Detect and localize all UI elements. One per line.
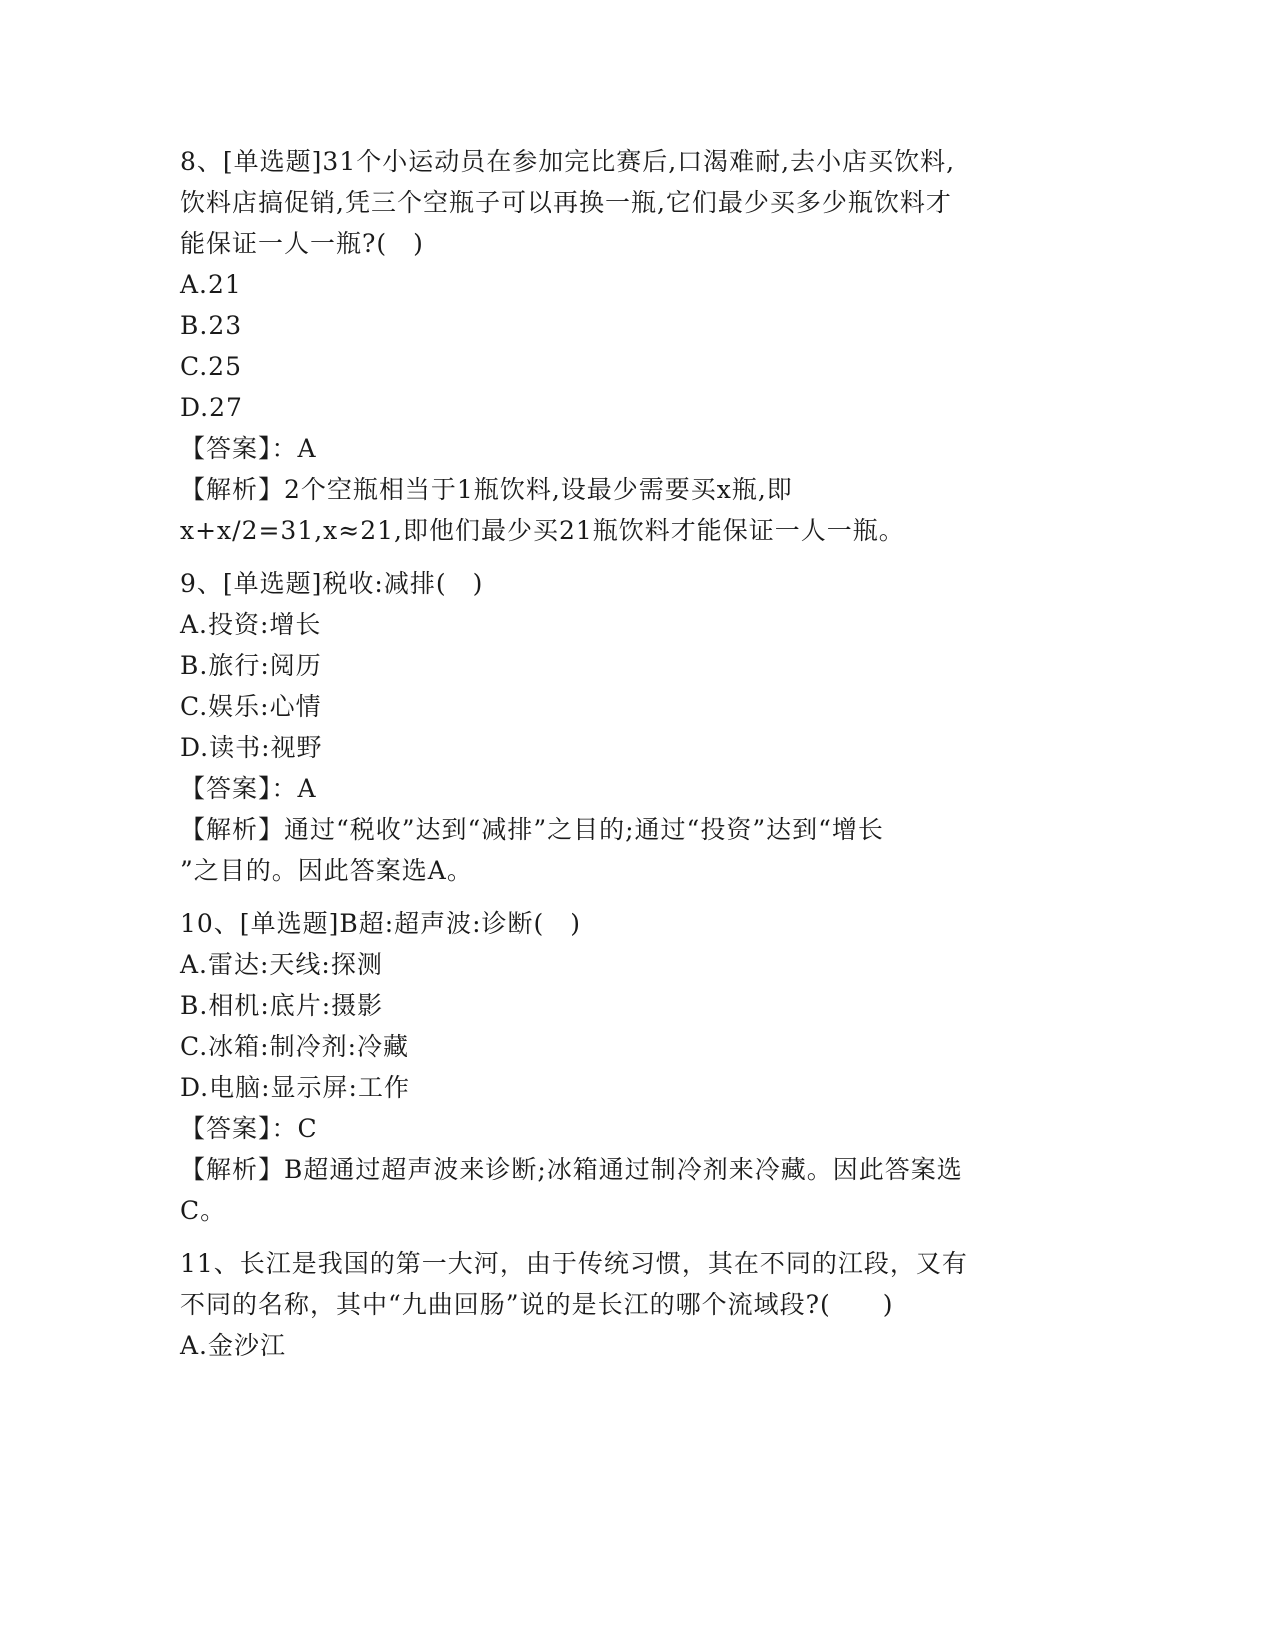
option-c: C.25 (180, 352, 242, 381)
question-10 (180, 903, 1060, 1231)
analysis-line: x+x/2=31,x≈21,即他们最少买21瓶饮料才能保证一人一瓶。 (180, 516, 905, 545)
option-b: B.23 (180, 311, 243, 340)
option-d: D.读书:视野 (180, 733, 323, 762)
option-b: B.旅行:阅历 (180, 651, 322, 680)
analysis-line: 【解析】通过“税收”达到“减排”之目的;通过“投资”达到“增长 (180, 815, 884, 844)
answer-line: 【答案】：A (180, 774, 317, 803)
analysis-line: 【解析】B超通过超声波来诊断;冰箱通过制冷剂来冷藏。因此答案选 (180, 1155, 963, 1184)
question-stem-line: 10、[单选题]B超:超声波:诊断( ) (180, 909, 582, 938)
option-d: D.27 (180, 393, 243, 422)
option-c: C.娱乐:心情 (180, 692, 322, 721)
question-11 (180, 1243, 1060, 1366)
option-a: A.雷达:天线:探测 (180, 950, 383, 979)
option-d: D.电脑:显示屏:工作 (180, 1073, 410, 1102)
question-9 (180, 563, 1060, 891)
analysis-line: C。 (180, 1196, 227, 1225)
option-b: B.相机:底片:摄影 (180, 991, 384, 1020)
option-c: C.冰箱:制冷剂:冷藏 (180, 1032, 410, 1061)
question-stem-line: 9、[单选题]税收:减排( ) (180, 569, 484, 598)
option-a: A.金沙江 (180, 1331, 287, 1360)
answer-line: 【答案】：A (180, 434, 317, 463)
question-stem-line: 不同的名称，其中“九曲回肠”说的是长江的哪个流域段?( ) (180, 1290, 894, 1319)
question-8 (180, 141, 1060, 551)
question-stem-line: 饮料店搞促销,凭三个空瓶子可以再换一瓶,它们最少买多少瓶饮料才 (180, 188, 952, 217)
question-stem-line: 8、[单选题]31个小运动员在参加完比赛后,口渴难耐,去小店买饮料, (180, 147, 956, 176)
document-page (180, 141, 1060, 1366)
analysis-line: 【解析】2个空瓶相当于1瓶饮料,设最少需要买x瓶,即 (180, 475, 793, 504)
analysis-line: ”之目的。因此答案选A。 (180, 856, 473, 885)
question-stem-line: 能保证一人一瓶?( ) (180, 229, 424, 258)
option-a: A.21 (180, 270, 242, 299)
option-a: A.投资:增长 (180, 610, 322, 639)
answer-line: 【答案】：C (180, 1114, 318, 1143)
question-stem-line: 11、长江是我国的第一大河，由于传统习惯，其在不同的江段，又有 (180, 1249, 968, 1278)
